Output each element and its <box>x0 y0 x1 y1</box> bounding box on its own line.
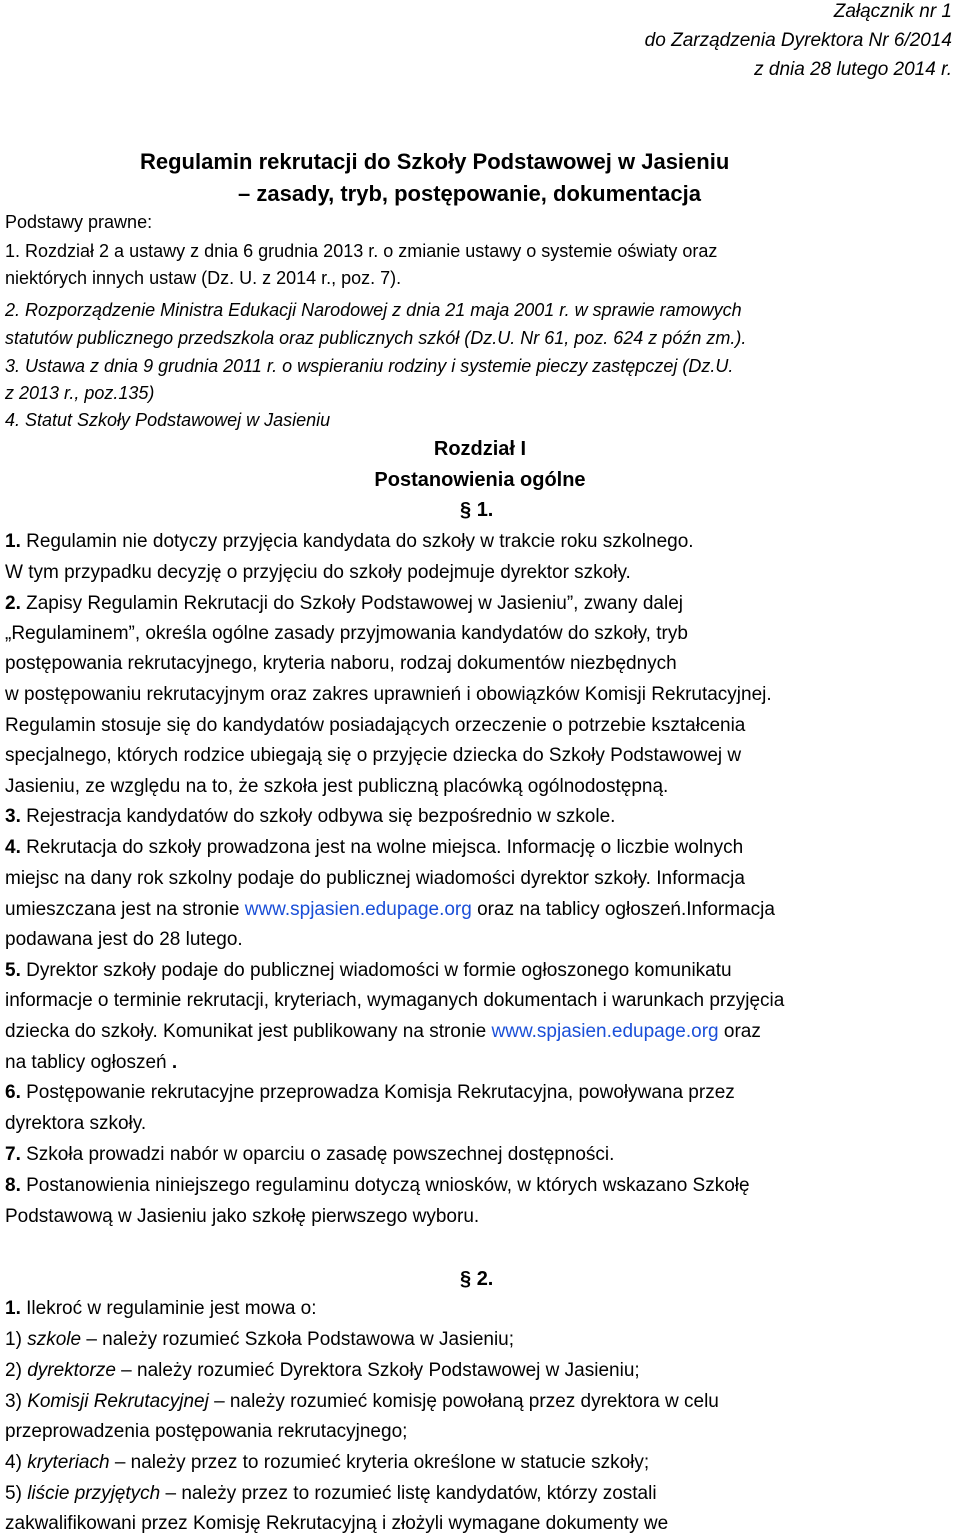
point-2-cont: w postępowaniu rekrutacyjnym oraz zakres uprawnień i obowiązków Komisji Rekrutacyjnej. <box>5 684 772 705</box>
point-4: 4. Rekrutacja do szkoły prowadzona jest na wolne miejsca. Informację o liczbie wolnych <box>5 837 744 858</box>
section-sign-icon: § <box>460 499 472 521</box>
point-6-cont: dyrektora szkoły. <box>5 1113 147 1134</box>
document-title: Regulamin rekrutacji do Szkoły Podstawowej w Jasieniu <box>140 149 730 174</box>
document-subtitle: – zasady, tryb, postępowanie, dokumentacja <box>238 181 701 206</box>
school-website-link[interactable]: www.spjasien.edupage.org <box>491 1021 719 1042</box>
definition-item: 3) Komisji Rekrutacyjnej – należy rozumieć komisję powołaną przez dyrektora w celu <box>5 1391 719 1412</box>
point-8-cont: Podstawową w Jasieniu jako szkołę pierwszego wyboru. <box>5 1206 480 1227</box>
legal-basis-heading: Podstawy prawne: <box>5 212 153 232</box>
point-4-cont: umieszczana jest na stronie www.spjasien.edupage.org oraz na tablicy ogłoszeń.Informacja <box>5 899 775 920</box>
legal-basis-line: 3. Ustawa z dnia 9 grudnia 2011 r. o wspieraniu rodziny i systemie pieczy zastępczej (Dz.U. <box>5 356 734 376</box>
ordinance-date: z dnia 28 lutego 2014 r. <box>754 59 952 80</box>
definitions-intro: 1. Ilekroć w regulaminie jest mowa o: <box>5 1298 317 1319</box>
legal-basis-line: niektórych innych ustaw (Dz. U. z 2014 r., poz. 7). <box>5 268 402 288</box>
point-8: 8. Postanowienia niniejszego regulaminu dotyczą wniosków, w których wskazano Szkołę <box>5 1175 750 1196</box>
paragraph-heading-2: § 2. <box>460 1268 494 1290</box>
chapter-subtitle: Postanowienia ogólne <box>374 469 586 491</box>
school-website-link[interactable]: www.spjasien.edupage.org <box>244 899 472 920</box>
definition-item-cont: przeprowadzenia postępowania rekrutacyjnego; <box>5 1421 408 1442</box>
point-2-cont: „Regulaminem”, określa ogólne zasady przyjmowania kandydatów do szkoły, tryb <box>5 623 688 644</box>
point-5-cont: na tablicy ogłoszeń . <box>5 1052 178 1073</box>
legal-basis-line: 1. Rozdział 2 a ustawy z dnia 6 grudnia 2013 r. o zmianie ustawy o systemie oświaty oraz <box>5 241 718 261</box>
point-7: 7. Szkoła prowadzi nabór w oparciu o zasadę powszechnej dostępności. <box>5 1144 615 1165</box>
point-3: 3. Rejestracja kandydatów do szkoły odbywa się bezpośrednio w szkole. <box>5 806 616 827</box>
point-2-cont: Jasieniu, ze względu na to, że szkoła jest publiczną placówką ogólnodostępną. <box>5 776 669 797</box>
point-5: 5. Dyrektor szkoły podaje do publicznej wiadomości w formie ogłoszonego komunikatu <box>5 960 732 981</box>
paragraph-heading-1: § 1. <box>460 499 494 521</box>
point-2-cont: Regulamin stosuje się do kandydatów posiadających orzeczenie o potrzebie kształcenia <box>5 715 746 736</box>
point-2: 2. Zapisy Regulamin Rekrutacji do Szkoły Podstawowej w Jasieniu”, zwany dalej <box>5 593 683 614</box>
point-5-cont: dziecka do szkoły. Komunikat jest publikowany na stronie www.spjasien.edupage.org oraz <box>5 1021 761 1042</box>
legal-basis-line: z 2013 r., poz.135) <box>5 383 155 403</box>
definition-item: 1) szkole – należy rozumieć Szkoła Podstawowa w Jasieniu; <box>5 1329 515 1350</box>
section-sign-icon: § <box>460 1268 472 1290</box>
point-6: 6. Postępowanie rekrutacyjne przeprowadza Komisja Rekrutacyjna, powoływana przez <box>5 1082 735 1103</box>
ordinance-reference: do Zarządzenia Dyrektora Nr 6/2014 <box>644 30 952 51</box>
attachment-label: Załącznik nr 1 <box>833 1 952 22</box>
point-2-cont: postępowania rekrutacyjnego, kryteria naboru, rodzaj dokumentów niezbędnych <box>5 653 677 674</box>
point-1: 1. Regulamin nie dotyczy przyjęcia kandydata do szkoły w trakcie roku szkolnego. <box>5 531 694 552</box>
legal-basis-line: 4. Statut Szkoły Podstawowej w Jasieniu <box>5 410 331 430</box>
definition-item: 2) dyrektorze – należy rozumieć Dyrektora Szkoły Podstawowej w Jasieniu; <box>5 1360 640 1381</box>
point-1-cont: W tym przypadku decyzję o przyjęciu do szkoły podejmuje dyrektor szkoły. <box>5 562 631 583</box>
definition-item: 5) liście przyjętych – należy przez to rozumieć listę kandydatów, którzy zostali <box>5 1483 657 1504</box>
legal-basis-line: 2. Rozporządzenie Ministra Edukacji Narodowej z dnia 21 maja 2001 r. w sprawie ramowych <box>5 300 742 320</box>
definition-item: 4) kryteriach – należy przez to rozumieć kryteria określone w statucie szkoły; <box>5 1452 650 1473</box>
point-2-cont: specjalnego, których rodzice ubiegają się o przyjęcie dziecka do Szkoły Podstawowej w <box>5 745 742 766</box>
point-4-cont: miejsc na dany rok szkolny podaje do publicznej wiadomości dyrektor szkoły. Informacja <box>5 868 745 889</box>
point-5-cont: informacje o terminie rekrutacji, kryteriach, wymaganych dokumentach i warunkach przyjęcia <box>5 990 785 1011</box>
chapter-title: Rozdział I <box>433 438 527 460</box>
definition-item-cont: zakwalifikowani przez Komisję Rekrutacyjną i złożyli wymagane dokumenty we <box>5 1513 669 1534</box>
legal-basis-line: statutów publicznego przedszkola oraz publicznych szkół (Dz.U. Nr 61, poz. 624 z późn zm.). <box>5 328 747 348</box>
point-4-cont: podawana jest do 28 lutego. <box>5 929 243 950</box>
